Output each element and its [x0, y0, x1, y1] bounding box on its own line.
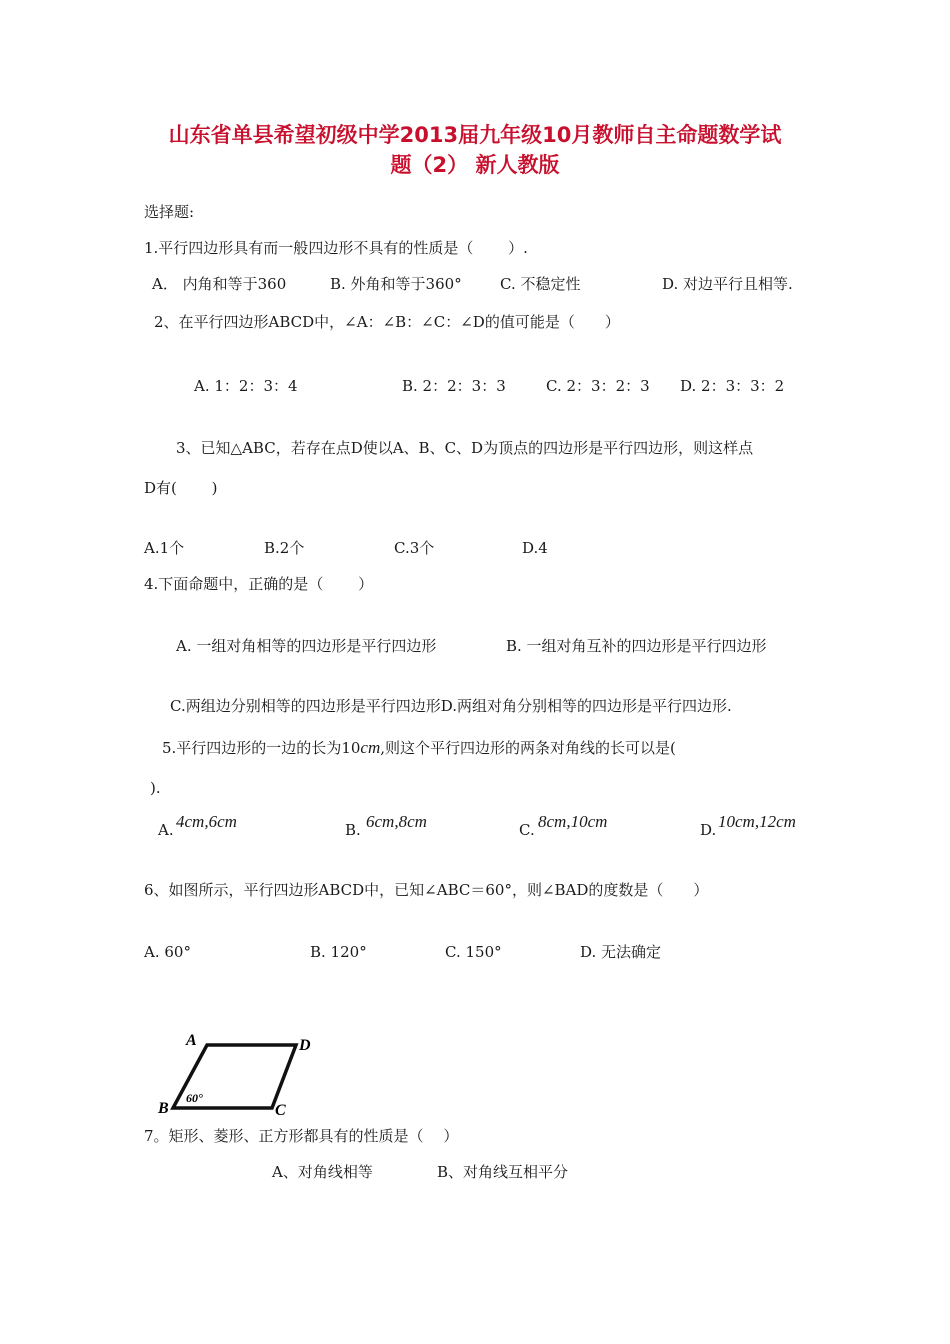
q5-stem-end: ,则这个平行四边形的两条对角线的长可以是( [380, 739, 676, 757]
q2-option-c: C. 2：3：2：3 [546, 377, 650, 395]
q3-stem-continued: D有( ) [144, 479, 218, 497]
q5-option-b-label: B. [345, 821, 361, 839]
q5-stem-start: 5.平行四边形的一边的长为10 [162, 739, 361, 757]
angle-label: 60° [186, 1091, 203, 1105]
q5-option-d-label: D. [700, 821, 717, 839]
q5-option-a-label: A. [158, 821, 174, 839]
q5-stem [162, 738, 676, 758]
q4-option-a: A. 一组对角相等的四边形是平行四边形 [176, 637, 437, 655]
q5-option-c-value: 8cm,10cm [538, 812, 608, 831]
q1-option-a: A． 内角和等于360 [152, 275, 287, 293]
q7-stem: 7。矩形、菱形、正方形都具有的性质是（ ） [144, 1127, 459, 1145]
q6-option-c: C. 150° [445, 943, 502, 961]
q4-stem: 4.下面命题中，正确的是（ ） [144, 575, 374, 593]
q5-stem-continued: ). [150, 779, 161, 797]
q2-stem: 2、在平行四边形ABCD中，∠A：∠B：∠C：∠D的值可能是（ ） [154, 313, 620, 331]
q7-option-a: A、对角线相等 [272, 1163, 373, 1181]
q3-option-b: B.2个 [264, 539, 305, 557]
q5-unit: cm [360, 738, 381, 757]
section-heading: 选择题: [144, 203, 195, 221]
doc-title-line1: 山东省单县希望初级中学2013届九年级10月教师自主命题数学试 [168, 123, 782, 147]
q4-option-b: B. 一组对角互补的四边形是平行四边形 [506, 637, 767, 655]
q6-option-a: A. 60° [144, 943, 191, 961]
q5-option-a-value: 4cm,6cm [176, 812, 237, 831]
q1-option-c: C. 不稳定性 [500, 275, 581, 293]
q1-option-b: B. 外角和等于360° [330, 275, 462, 293]
vertex-c-label: C [275, 1102, 286, 1118]
q3-stem: 3、已知△ABC，若存在点D使以A、B、C、D为顶点的四边形是平行四边形，则这样点 [176, 439, 754, 457]
q2-option-d: D. 2：3：3：2 [680, 377, 785, 395]
q3-option-a: A.1个 [144, 539, 185, 557]
q3-option-c: C.3个 [394, 539, 435, 557]
q6-option-d: D. 无法确定 [580, 943, 662, 961]
q6-stem: 6、如图所示，平行四边形ABCD中，已知∠ABC＝60°，则∠BAD的度数是（ ） [144, 881, 709, 899]
q6-option-b: B. 120° [310, 943, 367, 961]
q5-option-c-label: C. [519, 821, 535, 839]
doc-title-line2: 题（2） 新人教版 [390, 153, 560, 177]
q2-option-a: A. 1：2：3：4 [194, 377, 298, 395]
parallelogram-figure [150, 1026, 330, 1118]
vertex-a-label: A [186, 1032, 197, 1049]
q3-option-d: D.4 [522, 539, 548, 557]
q1-option-d: D. 对边平行且相等. [662, 275, 793, 293]
q7-option-b: B、对角线互相平分 [437, 1163, 569, 1181]
q1-stem: 1.平行四边形具有而一般四边形不具有的性质是（ ）. [144, 239, 528, 257]
q5-option-d-value: 10cm,12cm [718, 812, 796, 831]
q4-option-cd: C.两组边分别相等的四边形是平行四边形D.两组对角分别相等的四边形是平行四边形. [170, 697, 732, 715]
q2-option-b: B. 2：2：3：3 [402, 377, 506, 395]
q5-option-b-value: 6cm,8cm [366, 812, 427, 831]
vertex-b-label: B [158, 1100, 169, 1117]
vertex-d-label: D [299, 1037, 311, 1054]
